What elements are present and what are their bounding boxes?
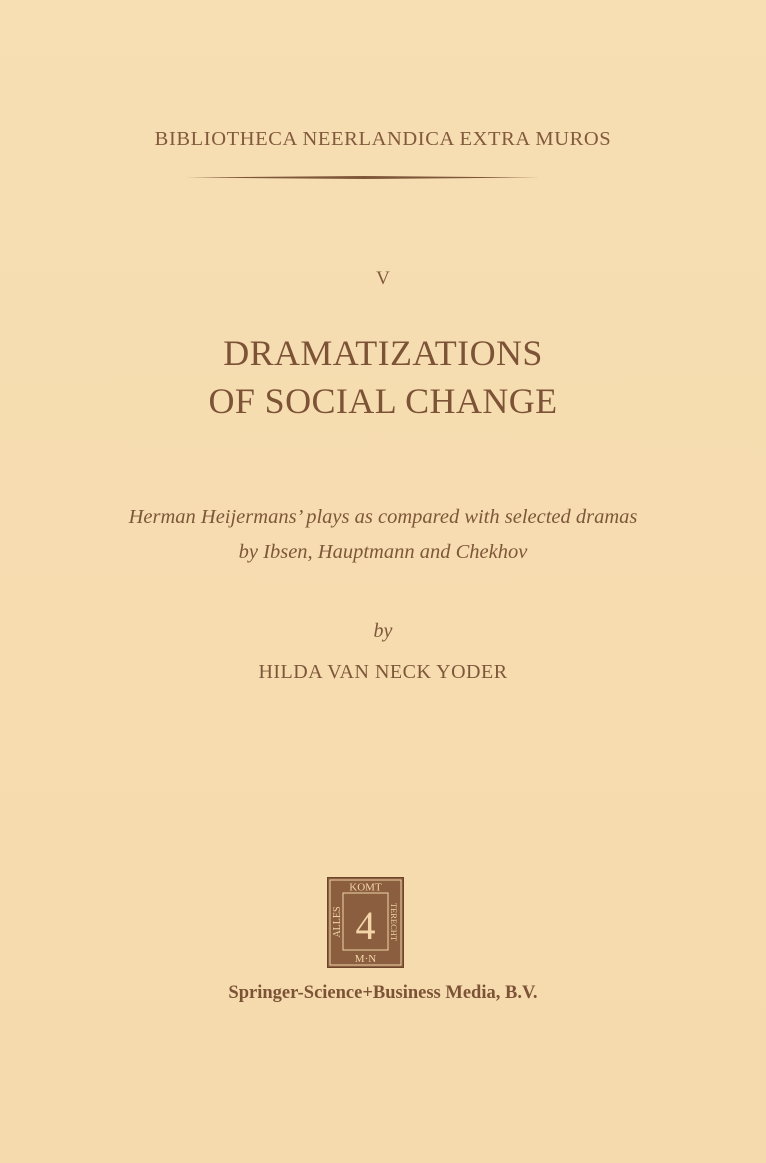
- decorative-rule: [186, 176, 540, 179]
- subtitle-line-2: by Ibsen, Hauptmann and Chekhov: [238, 541, 528, 563]
- emblem-right-text: TERECHT: [389, 902, 399, 942]
- emblem-top-text: KOMT: [349, 881, 382, 894]
- emblem-bottom-text: M·N: [354, 953, 377, 965]
- emblem-center-numeral: 4: [355, 903, 376, 948]
- author-name: HILDA VAN NECK YODER: [258, 661, 508, 683]
- title-line-2: OF SOCIAL CHANGE: [208, 381, 558, 421]
- emblem-left-text: ALLES: [332, 906, 343, 938]
- book-subtitle: [0, 500, 766, 570]
- book-title: [0, 329, 766, 425]
- publisher-name: Springer-Science+Business Media, B.V.: [228, 983, 538, 1003]
- subtitle-line-1: Herman Heijermans’ plays as compared with selected dramas: [128, 506, 638, 528]
- by-label: by: [373, 620, 393, 642]
- title-line-1: DRAMATIZATIONS: [223, 333, 543, 373]
- volume-number: V: [376, 268, 390, 289]
- series-title: BIBLIOTHECA NEERLANDICA EXTRA MUROS: [154, 128, 612, 150]
- publisher-emblem: [327, 877, 404, 968]
